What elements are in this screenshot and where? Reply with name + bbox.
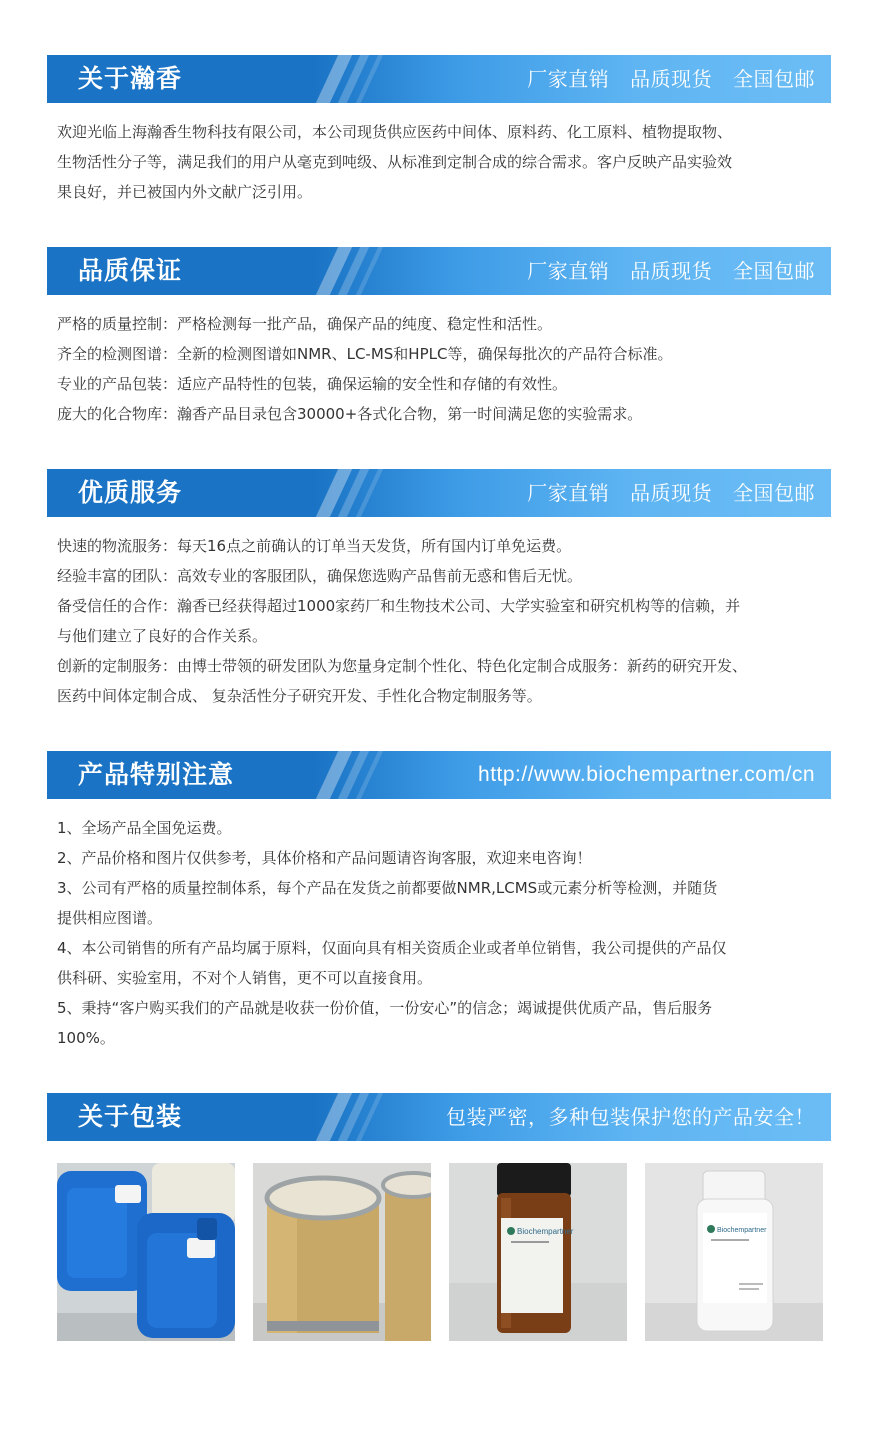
- paragraph-line: 供科研、实验室用，不对个人销售，更不可以直接食用。: [57, 969, 433, 987]
- paragraph-line: 果良好，并已被国内外文献广泛引用。: [57, 183, 313, 201]
- paragraph-line: 欢迎光临上海瀚香生物科技有限公司，本公司现货供应医药中间体、原料药、化工原料、植物提取物、: [57, 123, 733, 141]
- notice-text: [57, 813, 837, 1053]
- about-text: [57, 117, 837, 207]
- section-banner-about: [47, 55, 831, 103]
- website-url[interactable]: http://www.biochempartner.com/cn: [478, 763, 815, 786]
- paragraph-line: 4、本公司销售的所有产品均属于原料，仅面向具有相关资质企业或者单位销售，我公司提供的产品仅: [57, 939, 727, 957]
- fiber-drums-photo: [253, 1163, 431, 1341]
- section-banner-packaging: [47, 1093, 831, 1141]
- amber-vial-photo: [449, 1163, 627, 1341]
- tag-direct-sale: 厂家直销: [527, 481, 610, 505]
- paragraph-line: 3、公司有严格的质量控制体系，每个产品在发货之前都要做NMR,LCMS或元素分析等检测，并随货: [57, 879, 718, 897]
- paragraph-line: 备受信任的合作：瀚香已经获得超过1000家药厂和生物技术公司、大学实验室和研究机构等的信赖，并: [57, 597, 741, 615]
- section-title: 产品特别注意: [78, 760, 235, 789]
- section-title: 关于瀚香: [78, 64, 183, 93]
- tag-in-stock: 品质现货: [630, 481, 713, 505]
- tag-direct-sale: 厂家直销: [527, 259, 610, 283]
- paragraph-line: 经验丰富的团队：高效专业的客服团队，确保您选购产品售前无惑和售后无忧。: [57, 567, 583, 585]
- tag-in-stock: 品质现货: [630, 259, 713, 283]
- paragraph-line: 专业的产品包装：适应产品特性的包装，确保运输的安全性和存储的有效性。: [57, 375, 568, 393]
- bottle-label-text: Biochempartner: [717, 1227, 767, 1234]
- banner-tags: [513, 247, 815, 295]
- quality-text: [57, 309, 837, 429]
- blue-jerrycans-photo: [57, 1163, 235, 1341]
- paragraph-line: 创新的定制服务：由博士带领的研发团队为您量身定制个性化、特色化定制合成服务：新药的研究开发、: [57, 657, 748, 675]
- white-bottle-photo: [645, 1163, 823, 1341]
- service-text: [57, 531, 837, 711]
- paragraph-line: 严格的质量控制：严格检测每一批产品，确保产品的纯度、稳定性和活性。: [57, 315, 553, 333]
- section-title: 优质服务: [78, 478, 183, 507]
- packaging-photos: [57, 1163, 823, 1341]
- paragraph-line: 100%。: [57, 1029, 115, 1047]
- paragraph-line: 齐全的检测图谱：全新的检测图谱如NMR、LC-MS和HPLC等，确保每批次的产品符合标准。: [57, 345, 673, 363]
- banner-tags: [513, 55, 815, 103]
- section-banner-quality: [47, 247, 831, 295]
- section-banner-notice: [47, 751, 831, 799]
- section-title: 品质保证: [78, 256, 183, 285]
- paragraph-line: 快速的物流服务：每天16点之前确认的订单当天发货，所有国内订单免运费。: [57, 537, 572, 555]
- paragraph-line: 提供相应图谱。: [57, 909, 163, 927]
- tag-free-shipping: 全国包邮: [733, 67, 815, 91]
- packaging-slogan: 包装严密，多种包装保护您的产品安全！: [446, 1105, 815, 1129]
- section-banner-service: [47, 469, 831, 517]
- tag-free-shipping: 全国包邮: [733, 259, 815, 283]
- paragraph-line: 5、秉持“客户购买我们的产品就是收获一份价值，一份安心”的信念；竭诚提供优质产品，售后服务: [57, 999, 713, 1017]
- paragraph-line: 2、产品价格和图片仅供参考，具体价格和产品问题请咨询客服，欢迎来电咨询！: [57, 849, 592, 867]
- paragraph-line: 与他们建立了良好的合作关系。: [57, 627, 268, 645]
- paragraph-line: 1、全场产品全国免运费。: [57, 819, 232, 837]
- paragraph-line: 生物活性分子等，满足我们的用户从毫克到吨级、从标准到定制合成的综合需求。客户反映产品实验效: [57, 153, 733, 171]
- banner-tags: [513, 469, 815, 517]
- tag-direct-sale: 厂家直销: [527, 67, 610, 91]
- tag-free-shipping: 全国包邮: [733, 481, 815, 505]
- paragraph-line: 医药中间体定制合成、 复杂活性分子研究开发、手性化合物定制服务等。: [57, 687, 542, 705]
- paragraph-line: 庞大的化合物库：瀚香产品目录包含30000+各式化合物，第一时间满足您的实验需求。: [57, 405, 643, 423]
- tag-in-stock: 品质现货: [630, 67, 713, 91]
- section-title: 关于包装: [78, 1102, 183, 1131]
- vial-label-text: Biochempartner: [517, 1227, 574, 1236]
